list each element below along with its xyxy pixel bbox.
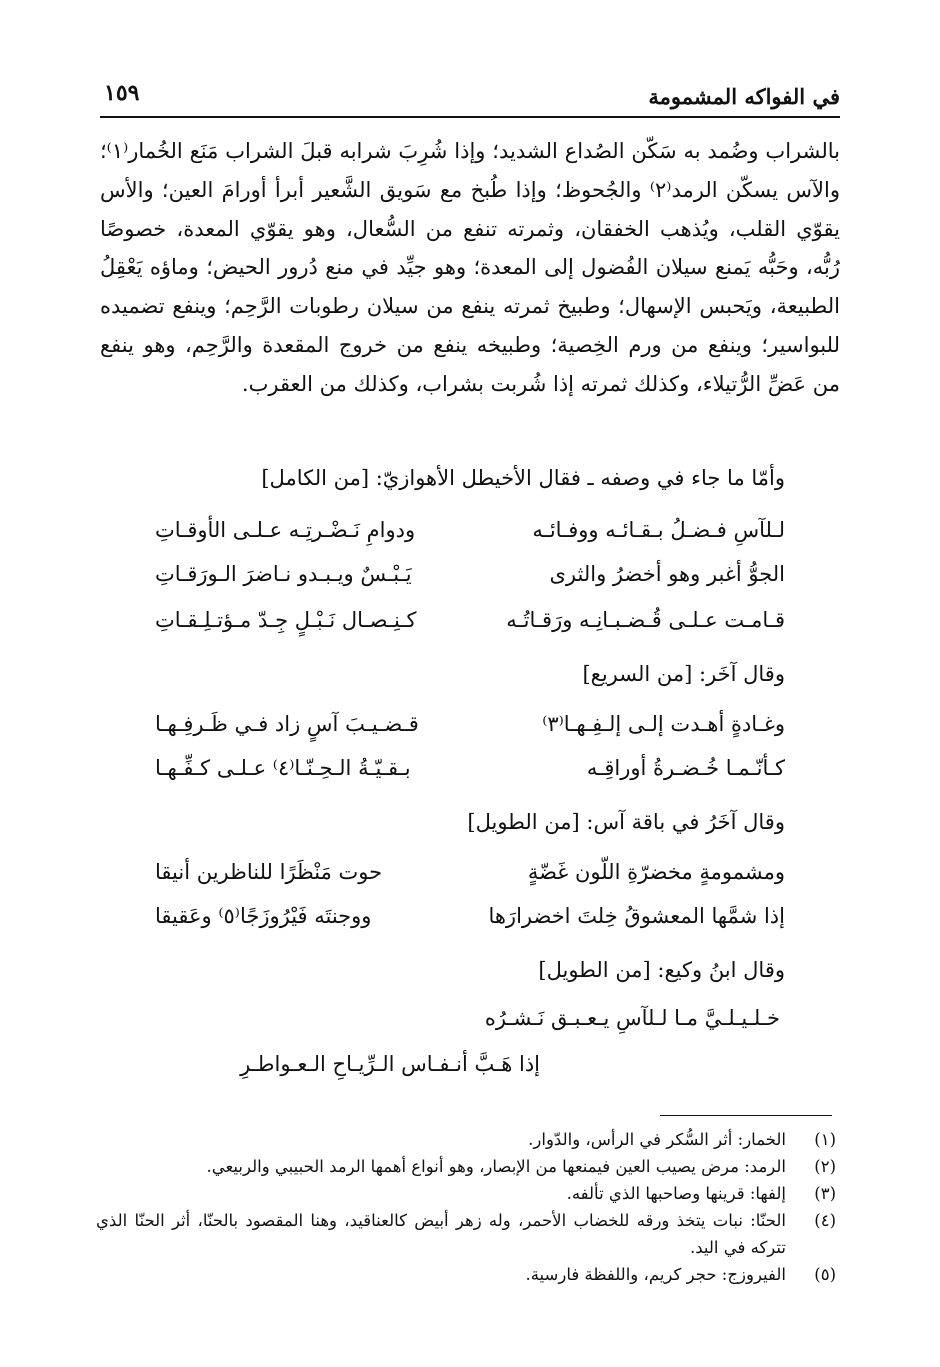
page-header	[100, 78, 840, 118]
verse-row	[100, 518, 785, 558]
body-paragraph	[100, 132, 840, 404]
verse-second-hemistich: بـقـيّـةُ الـحِـنّـا⁽٤⁾ عـلـى كـفِّـهـا	[155, 756, 411, 780]
verse-second-hemistich: ووجنتَه فَيْرُوزَجًا⁽٥⁾ وعَقيقا	[155, 904, 372, 928]
footnote-text: إلفها: قرينها وصاحبها الذي تألفه.	[566, 1184, 786, 1203]
verse-first-hemistich: وغـادةٍ أهـدت إلـى إلـفِـهـا⁽٣⁾	[542, 712, 785, 736]
footnote-number: (٥)	[814, 1265, 836, 1284]
verse-row	[100, 904, 785, 944]
poem-intro-2: وقال آخَر: [من السريع]	[582, 662, 785, 686]
verse-first-hemistich: لـلآسِ فـضـلُ بـقـائـه ووفـائـه	[532, 518, 785, 542]
verse-second-hemistich: ودوامِ نَـضْـرتِـه عـلـى الأوقـاتِ	[155, 518, 416, 542]
verse-second-hemistich: كـنِـصـال نَـبْـلٍ جِـدّ مـؤتـلِـقـاتِ	[155, 608, 417, 632]
verse-row	[100, 712, 785, 752]
verse-first-hemistich: إذا شمَّها المعشوقُ خِلتَ اخضرارَها	[488, 904, 785, 928]
verse-line: خـلـيـلـيَّ مـا لـلآسِ يـعـبـق نَـشـرُه	[484, 1006, 780, 1030]
footnote-number: (٢)	[814, 1157, 836, 1176]
footnote	[96, 1153, 836, 1180]
footnote-separator	[660, 1115, 832, 1116]
verse-first-hemistich: قـامـت عـلـى قُـضـبـانِـه ورَقـاتُـه	[506, 608, 785, 632]
footnote-text: الخمار: أثر السُّكر في الرأس، والدّوار.	[528, 1130, 786, 1149]
footnote-number: (٣)	[814, 1184, 836, 1203]
footnote-text: الرمد: مرض يصيب العين فيمنعها من الإبصار، وهو أنواع أهمها الرمد الحبيبي والربيعي.	[206, 1157, 786, 1176]
verse-second-hemistich: يَـبْـسٌ ويـبـدو نـاضرَ الـورَقـاتِ	[155, 562, 412, 586]
verse-row	[100, 860, 785, 900]
verse-row	[100, 608, 785, 648]
poem-intro-4: وقال ابنُ وكيع: [من الطويل]	[538, 958, 785, 982]
footnote	[96, 1207, 836, 1261]
footnote-number: (٤)	[814, 1211, 836, 1230]
page-number: ١٥٩	[104, 80, 140, 106]
running-title: في الفواكه المشمومة	[648, 84, 840, 109]
verse-second-hemistich: حوت مَنْظَرًا للناظرين أنيقا	[155, 860, 383, 884]
verse-first-hemistich: الجوُّ أغبر وهو أخضرُ والثرى	[549, 562, 785, 586]
paragraph-text: بالشراب وضُمد به سَكّن الصُداع الشديد؛ وإذا شُرِبَ شرابه قبلَ الشراب مَنَع الخُمار⁽١⁾؛ والآس يسكّن الرمد⁽٢⁾ والجُحوظ؛ وإذا طُبخ مع سَويق الشَّعير أبرأ أورامَ العين؛ والأس يقوّي القلب، ويُذهب الخفقان، وثمرته تنفع من السُّعال، وهو يقوّي المعدة، خصوصًا رُبُّه، وحَبُّه يَمنع سيلان الفُضول إلى المعدة؛ وهو جيِّد في منع دُرور الحيض؛ وماؤه يَعْقِلُ الطبيعة، ويَحبس الإسهال؛ وطبيخ ثمرته ينفع من سيلان رطوبات الرَّحِم؛ وينفع تضميده للبواسير؛ وينفع من ورم الخِصية؛ وطبيخه ينفع من خروج المقعدة والرَّحِم، وهو ينفع من عَضِّ الرُّتيلاء، وكذلك ثمرته إذا شُربت بشراب، وكذلك من العقرب.	[100, 139, 840, 396]
poem-intro-1: وأمّا ما جاء في وصفه ـ فقال الأخيطل الأهوازيّ: [من الكامل]	[261, 466, 785, 490]
verse-row	[100, 562, 785, 602]
footnote	[96, 1126, 836, 1153]
footnote-number: (١)	[814, 1130, 836, 1149]
verse-first-hemistich: كـأنّـمـا خُـضـرةُ أوراقِـه	[586, 756, 785, 780]
verse-first-hemistich: ومشمومةٍ مخضرّةِ اللّون غَضّةٍ	[527, 860, 785, 884]
verse-row	[100, 756, 785, 796]
verse-second-hemistich: قـضـيـبَ آسٍ زاد فـي ظَـرفِـهـا	[155, 712, 419, 736]
verse-line: إذا هَـبَّ أنـفـاس الـرِّيـاحِ الـعـواطـرِ	[240, 1052, 540, 1076]
footnote	[96, 1180, 836, 1207]
footnotes	[96, 1126, 836, 1288]
footnote-text: الفيروزج: حجر كريم، واللفظة فارسية.	[525, 1265, 786, 1284]
footnote	[96, 1261, 836, 1288]
footnote-text: الحنّا: نبات يتخذ ورقه للخضاب الأحمر، وله زهر أبيض كالعناقيد، وهنا المقصود بالحنّا، أثر الحنّا الذي تتركه في اليد.	[96, 1211, 786, 1257]
poem-intro-3: وقال آخَرُ في باقة آس: [من الطويل]	[467, 810, 785, 834]
